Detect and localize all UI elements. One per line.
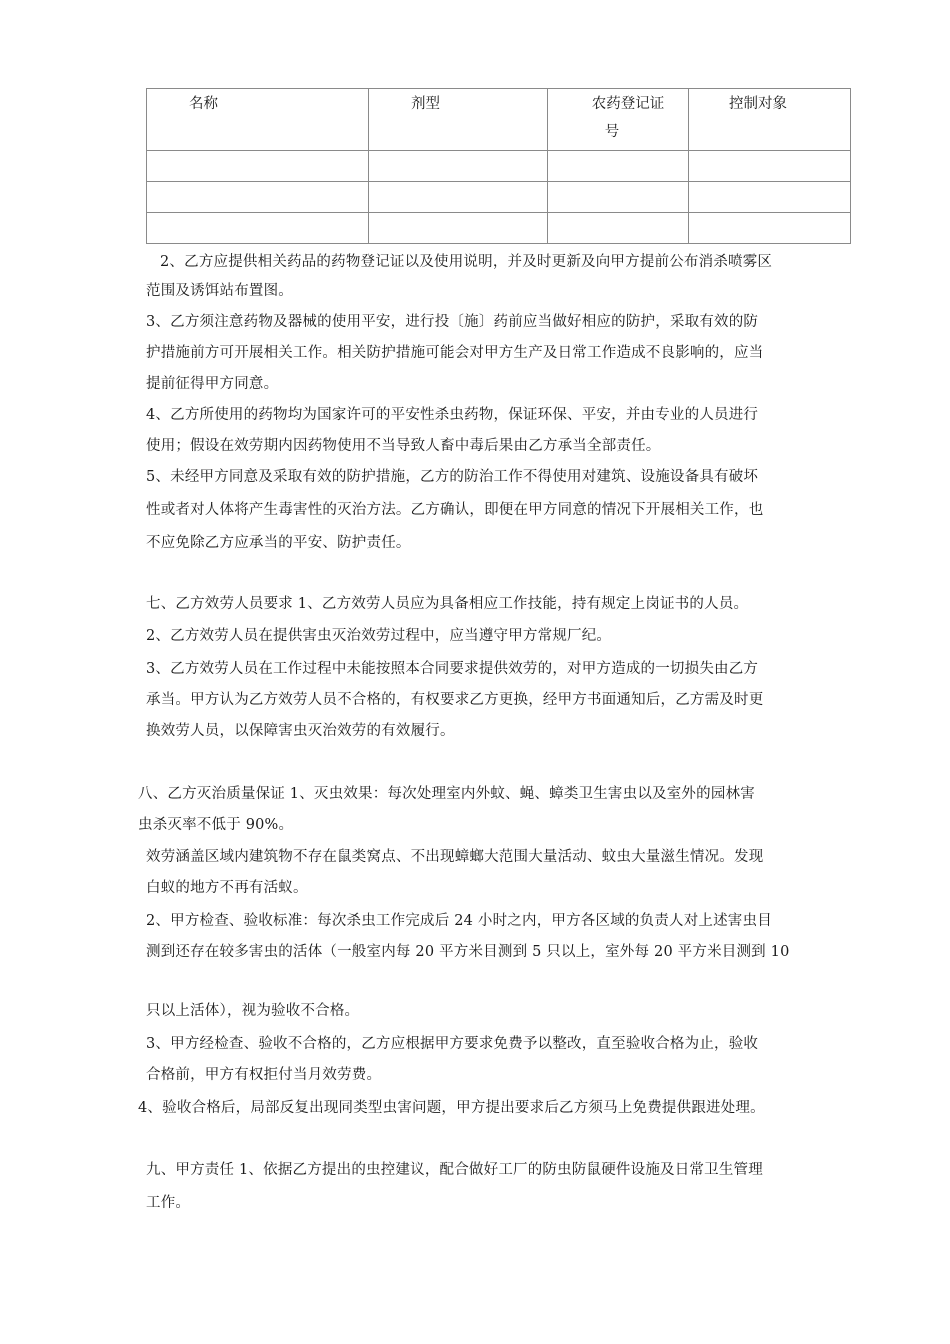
table-cell (689, 151, 851, 182)
header-registration-line1: 农药登记证 (591, 96, 665, 112)
paragraph-line: 范围及诱饵站布置图。 (146, 283, 293, 299)
paragraph-line: 白蚁的地方不再有活蚁。 (146, 880, 308, 896)
table-row (147, 213, 851, 244)
header-cell-target (689, 89, 851, 151)
paragraph-line: 虫杀灭率不低于 90%。 (138, 817, 294, 833)
table-cell (369, 182, 548, 213)
table-cell (689, 213, 851, 244)
header-name: 名称 (189, 96, 218, 112)
paragraph-line: 4、乙方所使用的药物均为国家许可的平安性杀虫药物，保证环保、平安，并由专业的人员进行 (146, 407, 759, 423)
table-cell (548, 213, 689, 244)
header-registration-line2: 号 (604, 124, 620, 140)
table-row (147, 151, 851, 182)
section-heading-line: 七、乙方效劳人员要求 1、乙方效劳人员应为具备相应工作技能，持有规定上岗证书的人员。 (146, 596, 749, 612)
paragraph-line: 只以上活体），视为验收不合格。 (146, 1003, 360, 1019)
paragraph-line: 性或者对人体将产生毒害性的灭治方法。乙方确认，即便在甲方同意的情况下开展相关工作，也 (146, 502, 764, 518)
table-row (147, 182, 851, 213)
header-cell-form (369, 89, 548, 151)
paragraph-line: 3、乙方效劳人员在工作过程中未能按照本合同要求提供效劳的，对甲方造成的一切损失由乙方 (146, 661, 759, 677)
paragraph-line: 使用；假设在效劳期内因药物使用不当导致人畜中毒后果由乙方承当全部责任。 (146, 438, 661, 454)
paragraph-line: 2、乙方效劳人员在提供害虫灭治效劳过程中，应当遵守甲方常规厂纪。 (146, 628, 612, 644)
paragraph-line: 4、验收合格后，局部反复出现同类型虫害问题，甲方提出要求后乙方须马上免费提供跟进处理。 (138, 1100, 765, 1116)
table-cell (548, 182, 689, 213)
table-header-row (147, 89, 851, 151)
table-cell (147, 151, 369, 182)
paragraph-line: 工作。 (146, 1195, 191, 1211)
paragraph-line: 3、甲方经检查、验收不合格的，乙方应根据甲方要求免费予以整改，直至验收合格为止，验收 (146, 1036, 759, 1052)
header-cell-name (147, 89, 369, 151)
header-form: 剂型 (411, 96, 440, 112)
table-cell (147, 182, 369, 213)
paragraph-line: 效劳涵盖区域内建筑物不存在鼠类窝点、不出现蟑螂大范围大量活动、蚊虫大量滋生情况。发现 (146, 849, 764, 865)
section-heading-line: 八、乙方灭治质量保证 1、灭虫效果：每次处理室内外蚊、蝇、蟑类卫生害虫以及室外的园林害 (138, 786, 755, 802)
header-cell-registration (548, 89, 689, 151)
paragraph-line: 合格前，甲方有权拒付当月效劳费。 (146, 1067, 382, 1083)
section-heading-line: 九、甲方责任 1、依据乙方提出的虫控建议，配合做好工厂的防虫防鼠硬件设施及日常卫生管理 (146, 1162, 763, 1178)
paragraph-line: 2、甲方检查、验收标准：每次杀虫工作完成后 24 小时之内，甲方各区域的负责人对上述害虫目 (146, 913, 772, 929)
paragraph-line: 提前征得甲方同意。 (146, 376, 279, 392)
paragraph-line: 3、乙方须注意药物及器械的使用平安，进行投〔施〕药前应当做好相应的防护，采取有效的防 (146, 314, 759, 330)
paragraph-line: 5、未经甲方同意及采取有效的防护措施，乙方的防治工作不得使用对建筑、设施设备具有破坏 (146, 469, 759, 485)
table-cell (369, 213, 548, 244)
header-registration (588, 90, 668, 146)
paragraph-line: 换效劳人员，以保障害虫灭治效劳的有效履行。 (146, 723, 455, 739)
table-cell (369, 151, 548, 182)
table-cell (689, 182, 851, 213)
paragraph-line: 护措施前方可开展相关工作。相关防护措施可能会对甲方生产及日常工作造成不良影响的，应当 (146, 345, 764, 361)
paragraph-line: 2、乙方应提供相关药品的药物登记证以及使用说明，并及时更新及向甲方提前公布消杀喷雾区 (160, 254, 773, 270)
table-cell (548, 151, 689, 182)
paragraph-line: 测到还存在较多害虫的活体（一般室内每 20 平方米目测到 5 只以上，室外每 20 平方米目测到 10 (146, 944, 790, 960)
pesticide-table (146, 88, 851, 244)
paragraph-line: 承当。甲方认为乙方效劳人员不合格的，有权要求乙方更换，经甲方书面通知后，乙方需及时更 (146, 692, 764, 708)
header-target: 控制对象 (729, 96, 787, 112)
paragraph-line: 不应免除乙方应承当的平安、防护责任。 (146, 535, 411, 551)
table-cell (147, 213, 369, 244)
